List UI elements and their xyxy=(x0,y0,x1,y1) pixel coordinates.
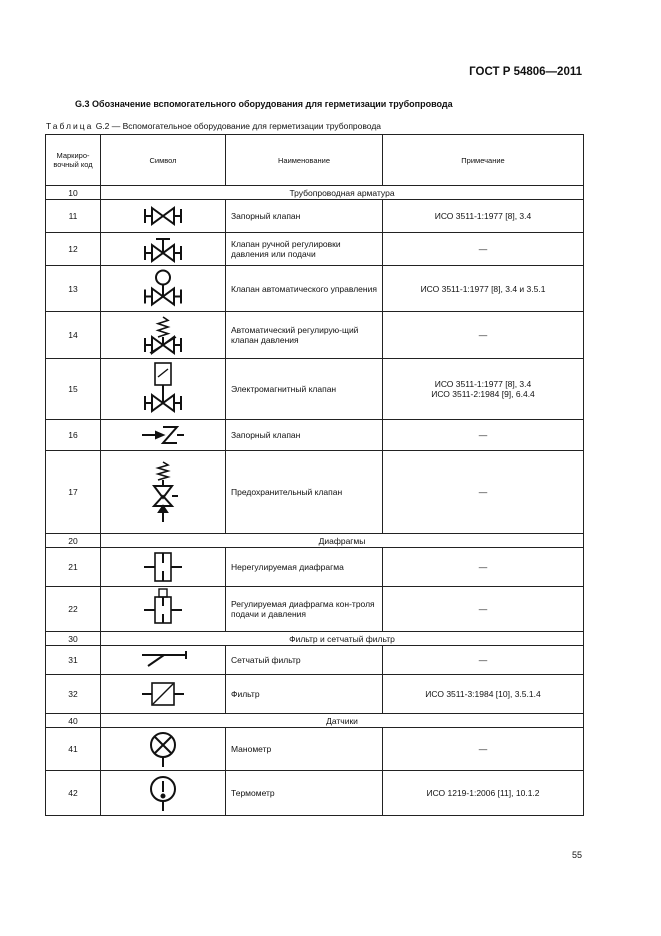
caption-word: Таблица xyxy=(46,121,94,131)
note-cell: — xyxy=(383,233,584,266)
code-cell: 31 xyxy=(46,646,101,675)
code-cell: 13 xyxy=(46,266,101,312)
name-cell: Запорный клапан xyxy=(226,200,383,233)
group-title: Фильтр и сетчатый фильтр xyxy=(101,632,584,646)
code-cell: 32 xyxy=(46,675,101,714)
code-cell: 14 xyxy=(46,312,101,359)
symbol-cell xyxy=(101,312,226,359)
code-cell: 41 xyxy=(46,728,101,771)
note-cell: — xyxy=(383,646,584,675)
table-row xyxy=(46,451,584,534)
note-cell: — xyxy=(383,587,584,632)
table-row xyxy=(46,200,584,233)
symbol-cell xyxy=(101,587,226,632)
code-cell: 22 xyxy=(46,587,101,632)
note-cell: — xyxy=(383,451,584,534)
caption-text: G.2 — Вспомогательное оборудование для герметизации трубопровода xyxy=(93,121,382,131)
table-row xyxy=(46,675,584,714)
name-cell: Электромагнитный клапан xyxy=(226,359,383,420)
code-cell: 15 xyxy=(46,359,101,420)
solenoid-valve-icon xyxy=(106,360,220,418)
note-cell: ИСО 3511-1:1977 [8], 3.4 ИСО 3511-2:1984 [9], 6.4.4 xyxy=(383,359,584,420)
table-row xyxy=(46,548,584,587)
group-title: Диафрагмы xyxy=(101,534,584,548)
pressure-regulating-valve-icon xyxy=(106,313,220,357)
header-code: Маркиро-вочный код xyxy=(46,135,101,186)
name-cell: Нерегулируемая диафрагма xyxy=(226,548,383,587)
code-cell: 16 xyxy=(46,420,101,451)
symbol-cell xyxy=(101,675,226,714)
strainer-icon xyxy=(106,647,220,673)
equipment-table xyxy=(45,134,584,816)
table-row xyxy=(46,646,584,675)
name-cell: Клапан ручной регулировки давления или подачи xyxy=(226,233,383,266)
fixed-orifice-icon xyxy=(106,549,220,585)
code-cell: 12 xyxy=(46,233,101,266)
check-valve-icon xyxy=(106,421,220,449)
note-cell: — xyxy=(383,420,584,451)
table-row xyxy=(46,587,584,632)
gate-valve-icon xyxy=(106,201,220,231)
code-cell: 42 xyxy=(46,771,101,816)
symbol-cell xyxy=(101,646,226,675)
code-cell: 20 xyxy=(46,534,101,548)
group-row xyxy=(46,186,584,200)
code-cell: 10 xyxy=(46,186,101,200)
note-cell: — xyxy=(383,728,584,771)
table-row xyxy=(46,728,584,771)
note-cell: — xyxy=(383,548,584,587)
name-cell: Сетчатый фильтр xyxy=(226,646,383,675)
table-row xyxy=(46,233,584,266)
name-cell: Термометр xyxy=(226,771,383,816)
table-caption xyxy=(46,121,381,131)
table-row xyxy=(46,359,584,420)
safety-valve-icon xyxy=(106,452,220,532)
symbol-cell xyxy=(101,451,226,534)
code-cell: 17 xyxy=(46,451,101,534)
name-cell: Клапан автоматического управления xyxy=(226,266,383,312)
code-cell: 30 xyxy=(46,632,101,646)
table-row xyxy=(46,420,584,451)
note-cell: — xyxy=(383,312,584,359)
group-row xyxy=(46,534,584,548)
symbol-cell xyxy=(101,420,226,451)
table-row xyxy=(46,312,584,359)
thermometer-icon xyxy=(106,772,220,814)
symbol-cell xyxy=(101,359,226,420)
symbol-cell xyxy=(101,266,226,312)
group-row xyxy=(46,714,584,728)
adjustable-orifice-icon xyxy=(106,588,220,630)
standard-number: ГОСТ Р 54806—2011 xyxy=(469,66,582,78)
manual-control-valve-icon xyxy=(106,234,220,264)
automatic-control-valve-icon xyxy=(106,267,220,310)
name-cell: Предохранительный клапан xyxy=(226,451,383,534)
symbol-cell xyxy=(101,548,226,587)
name-cell: Фильтр xyxy=(226,675,383,714)
note-cell: ИСО 3511-1:1977 [8], 3.4 xyxy=(383,200,584,233)
note-cell: ИСО 3511-1:1977 [8], 3.4 и 3.5.1 xyxy=(383,266,584,312)
name-cell: Регулируемая диафрагма кон-троля подачи и давления xyxy=(226,587,383,632)
symbol-cell xyxy=(101,200,226,233)
code-cell: 40 xyxy=(46,714,101,728)
group-title: Трубопроводная арматура xyxy=(101,186,584,200)
code-cell: 21 xyxy=(46,548,101,587)
note-cell: ИСО 1219-1:2006 [11], 10.1.2 xyxy=(383,771,584,816)
table-row xyxy=(46,266,584,312)
code-cell: 11 xyxy=(46,200,101,233)
name-cell: Манометр xyxy=(226,728,383,771)
name-cell: Автоматический регулирую-щий клапан давления xyxy=(226,312,383,359)
section-title: G.3 Обозначение вспомогательного оборудования для герметизации трубопровода xyxy=(75,99,453,109)
name-cell: Запорный клапан xyxy=(226,420,383,451)
filter-icon xyxy=(106,676,220,712)
note-cell: ИСО 3511-3:1984 [10], 3.5.1.4 xyxy=(383,675,584,714)
header-note: Примечание xyxy=(383,135,584,186)
table-row xyxy=(46,771,584,816)
page-number: 55 xyxy=(571,850,582,860)
group-row xyxy=(46,632,584,646)
symbol-cell xyxy=(101,771,226,816)
symbol-cell xyxy=(101,233,226,266)
header-name: Наименование xyxy=(226,135,383,186)
pressure-gauge-icon xyxy=(106,729,220,769)
header-symbol: Символ xyxy=(101,135,226,186)
group-title: Датчики xyxy=(101,714,584,728)
symbol-cell xyxy=(101,728,226,771)
